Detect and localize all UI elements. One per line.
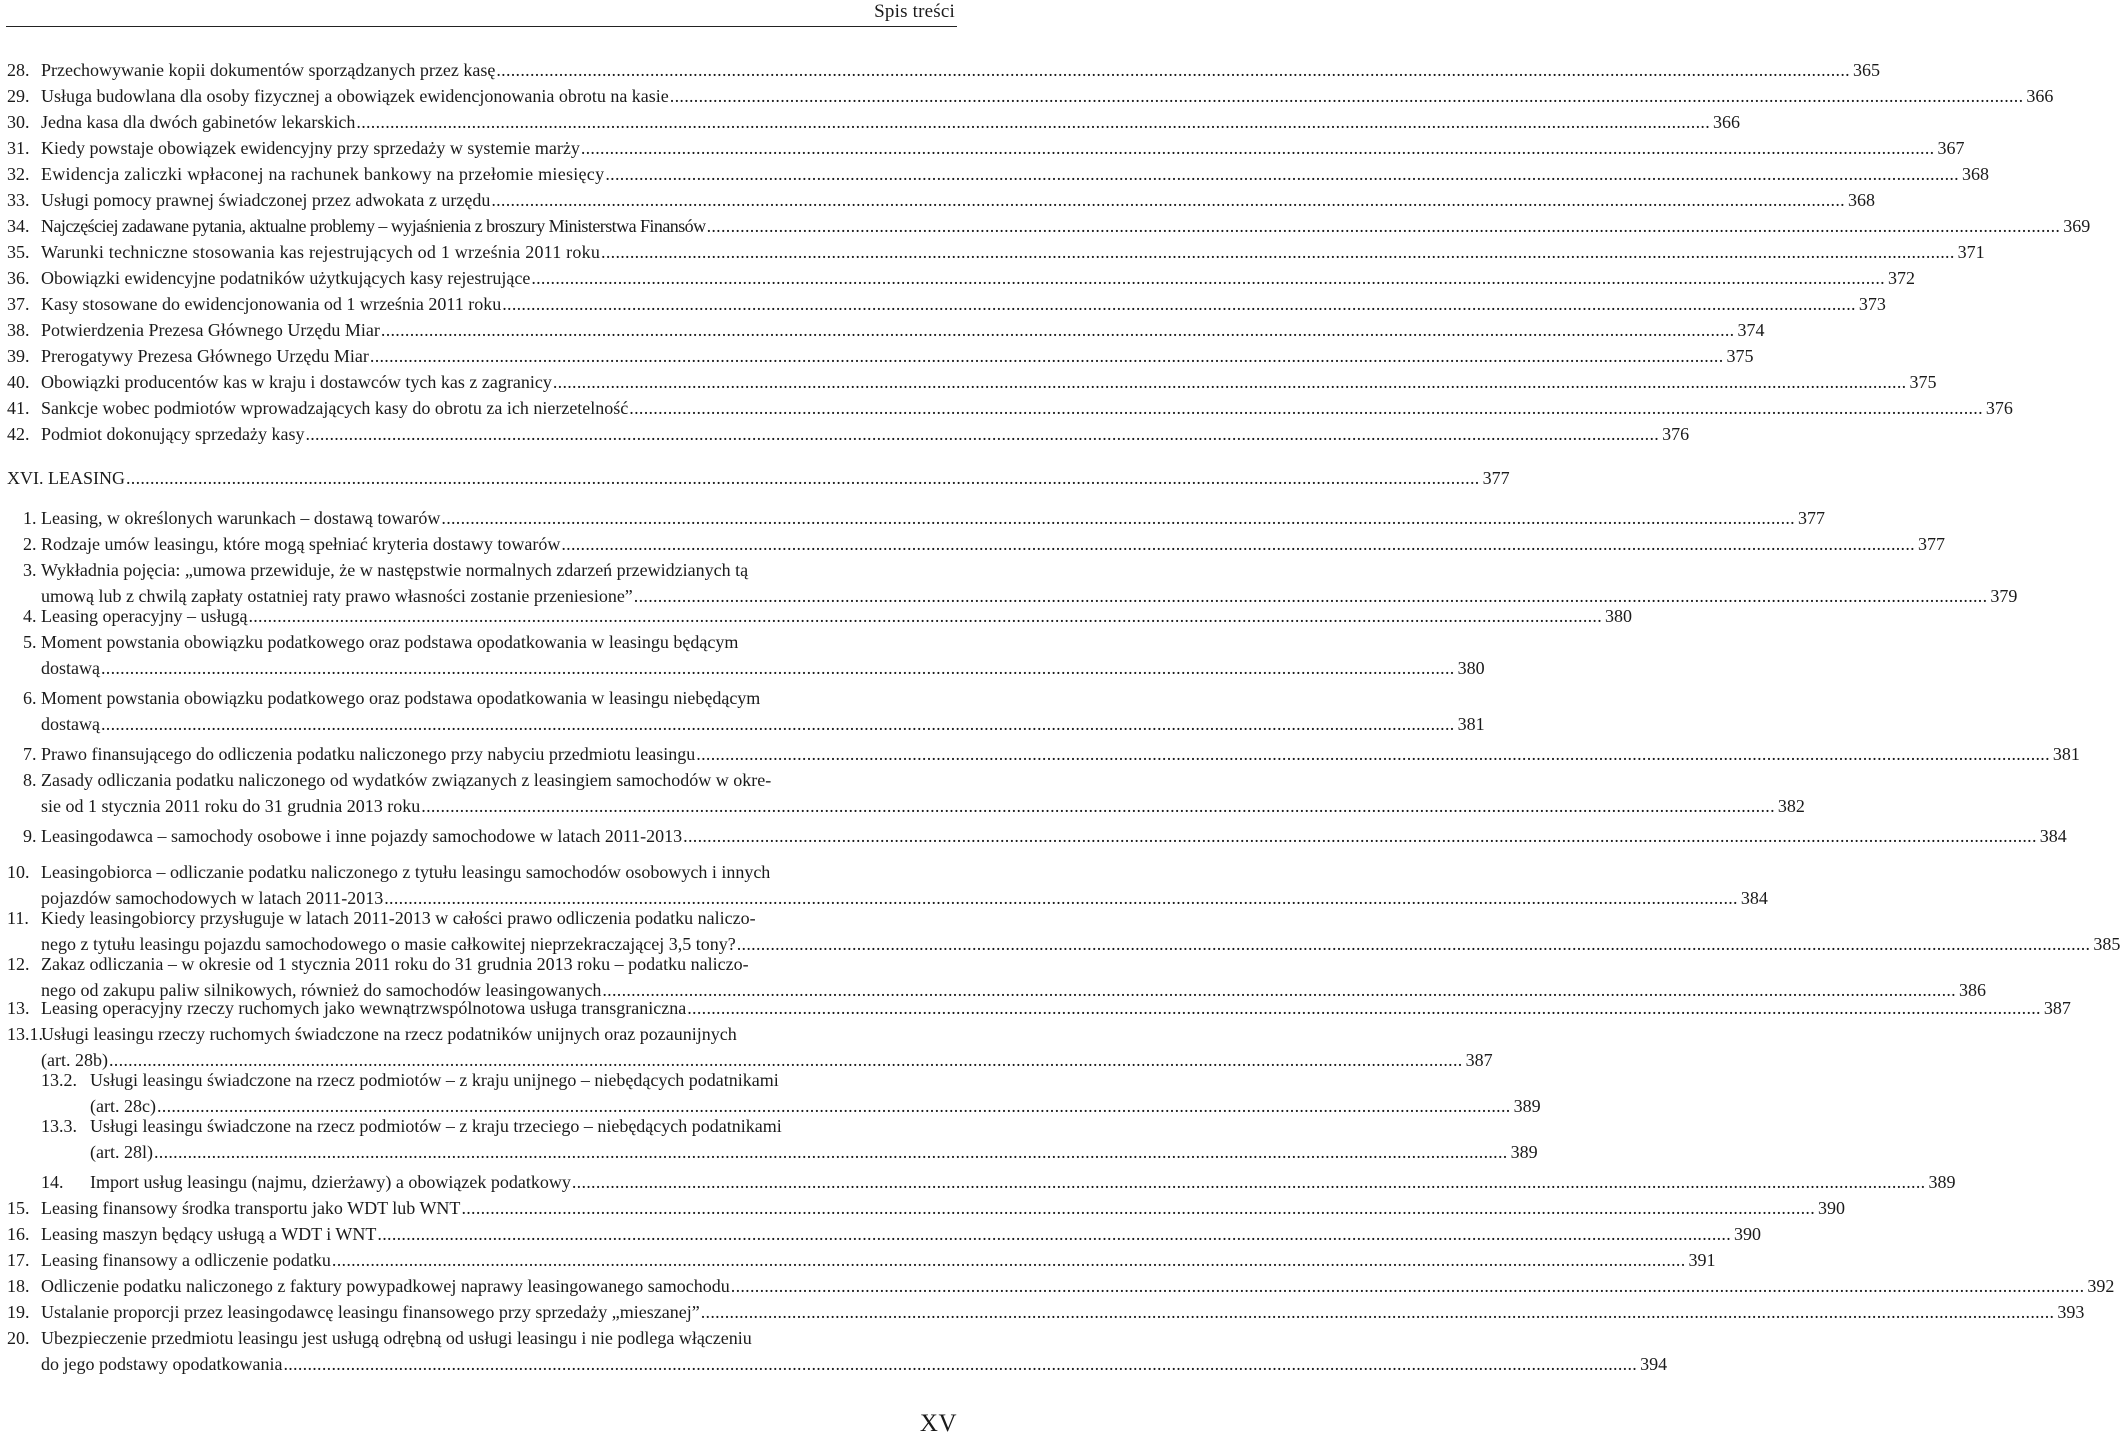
toc-entry[interactable] (0, 422, 1690, 448)
toc-entry-title-first-line: Usługi leasingu świadczone na rzecz podmiotów – z kraju unijnego – niebędących podatnikami (90, 1070, 779, 1090)
dot-leader (581, 136, 1935, 160)
toc-entry-title: Jedna kasa dla dwóch gabinetów lekarskich (41, 112, 356, 132)
toc-entry-title-first-line: Usługi leasingu rzeczy ruchomych świadczone na rzecz podatników unijnych oraz pozaunijnych (41, 1024, 737, 1044)
toc-entry[interactable] (0, 162, 1989, 188)
toc-entry-title-first-line: Kiedy leasingobiorcy przysługuje w latach 2011-2013 w całości prawo odliczenia podatku naliczo- (41, 908, 756, 928)
toc-entry[interactable] (0, 506, 1825, 532)
toc-entry-number: 33. (7, 190, 30, 210)
toc-entry-number: 38. (7, 320, 30, 340)
toc-entry-number: 20. (7, 1328, 30, 1348)
toc-entry-number: 30. (7, 112, 30, 132)
dot-leader (707, 214, 2061, 238)
toc-entry-number: 8. (23, 770, 37, 790)
toc-entry-title: Usługa budowlana dla osoby fizycznej a obowiązek ewidencjonowania obrotu na kasie (41, 86, 669, 106)
dot-leader (491, 188, 1845, 212)
toc-entry-title-last-line: nego z tytułu leasingu pojazdu samochodowego o masie całkowitej nieprzekraczającej 3,5 tony? (41, 934, 736, 954)
toc-entry-page: 368 (1961, 164, 1989, 184)
toc-entry-page: 377 (1482, 468, 1510, 488)
dot-leader (248, 604, 1602, 628)
toc-entry-number: 3. (23, 560, 37, 580)
toc-entry-title: Potwierdzenia Prezesa Głównego Urzędu Miar (41, 320, 380, 340)
toc-entry-title: Przechowywanie kopii dokumentów sporządzanych przez kasę (41, 60, 496, 80)
toc-entry[interactable] (0, 1300, 2085, 1326)
toc-entry-page: 385 (2093, 934, 2120, 954)
dot-leader (154, 1140, 1508, 1164)
toc-entry-number: 5. (23, 632, 37, 652)
dot-leader (687, 996, 2041, 1020)
dot-leader (377, 1222, 1731, 1246)
toc-entry-page: 389 (1510, 1142, 1538, 1162)
toc-entry[interactable] (0, 532, 1945, 558)
dot-leader (502, 292, 1856, 316)
toc-entry-page: 376 (1662, 424, 1690, 444)
toc-entry[interactable] (0, 1326, 1668, 1378)
toc-entry-number: 19. (7, 1302, 30, 1322)
toc-entry-number: 14. (41, 1172, 64, 1192)
toc-entry-title-last-line: nego od zakupu paliw silnikowych, również do samochodów leasingowanych (41, 980, 602, 1000)
toc-entry-title: Obowiązki producentów kas w kraju i dostawców tych kas z zagranicy (41, 372, 552, 392)
toc-entry-page: 376 (1985, 398, 2013, 418)
toc-entry[interactable] (0, 136, 1965, 162)
toc-entry-page: 381 (2052, 744, 2080, 764)
toc-entry-number: 6. (23, 688, 37, 708)
toc-entry-page: 390 (1734, 1224, 1762, 1244)
toc-entry-number: 13.2. (41, 1070, 77, 1090)
toc-entry-title: Ewidencja zaliczki wpłaconej na rachunek bankowy na przełomie miesięcy (41, 164, 605, 184)
toc-entry-number: 1. (23, 508, 37, 528)
toc-entry-number: 18. (7, 1276, 30, 1296)
toc-entry-number: 4. (23, 606, 37, 626)
toc-entry[interactable] (0, 266, 1915, 292)
toc-entry[interactable] (0, 214, 2091, 240)
toc-entry[interactable] (0, 396, 2013, 422)
toc-entry-title: Kiedy powstaje obowiązek ewidencyjny przy sprzedaży w systemie marży (41, 138, 580, 158)
dot-leader (670, 84, 2024, 108)
toc-entry-number: 16. (7, 1224, 30, 1244)
toc-entry-page: 390 (1818, 1198, 1846, 1218)
toc-entry[interactable] (0, 686, 1485, 738)
toc-entry-title-last-line: umową lub z chwilą zapłaty ostatniej raty prawo własności zostanie przeniesione” (41, 586, 633, 606)
toc-entry-title: Import usług leasingu (najmu, dzierżawy) a obowiązek podatkowy (90, 1172, 571, 1192)
toc-entry-title: Podmiot dokonujący sprzedaży kasy (41, 424, 305, 444)
toc-entry-title: Najczęściej zadawane pytania, aktualne problemy – wyjaśnienia z broszury Ministerstwa Finansów (41, 216, 706, 236)
toc-entry[interactable] (0, 318, 1765, 344)
toc-entry-number: 2. (23, 534, 37, 554)
toc-entry-title-last-line: sie od 1 stycznia 2011 roku do 31 grudnia 2013 roku (41, 796, 421, 816)
toc-entry[interactable] (0, 1196, 1846, 1222)
dot-leader (683, 824, 2037, 848)
toc-entry-page: 380 (1605, 606, 1633, 626)
toc-entry-page: 387 (2043, 998, 2071, 1018)
toc-entry-page: 389 (1513, 1096, 1541, 1116)
toc-entry-page: 375 (1909, 372, 1937, 392)
toc-entry-page: 366 (2026, 86, 2054, 106)
dot-leader (305, 422, 1659, 446)
toc-entry-title: Leasing maszyn będący usługą a WDT i WNT (41, 1224, 377, 1244)
toc-entry[interactable] (0, 742, 2080, 768)
toc-entry-number: 35. (7, 242, 30, 262)
dot-leader (696, 742, 2050, 766)
toc-entry[interactable] (0, 1248, 1716, 1274)
toc-entry[interactable] (0, 84, 2054, 110)
toc-entry-page: 384 (1740, 888, 1768, 908)
toc-entry-title-last-line: dostawą (41, 714, 100, 734)
toc-entry-number: 37. (7, 294, 30, 314)
dot-leader (370, 344, 1724, 368)
toc-entry-number: 29. (7, 86, 30, 106)
toc-entry-title-first-line: Leasingobiorca – odliczanie podatku naliczonego z tytułu leasingu samochodów osobowych i innych (41, 862, 771, 882)
toc-entry-page: 382 (1777, 796, 1805, 816)
toc-entry-page: 365 (1852, 60, 1880, 80)
toc-entry[interactable] (0, 1068, 1541, 1120)
toc-entry-title-first-line: Ubezpieczenie przedmiotu leasingu jest usługą odrębną od usługi leasingu i nie podlega włączeniu (41, 1328, 752, 1348)
toc-entry-page: 375 (1726, 346, 1754, 366)
toc-entry[interactable] (0, 906, 2120, 958)
toc-entry-title: Sankcje wobec podmiotów wprowadzających kasy do obrotu za ich nierzetelność (41, 398, 629, 418)
toc-entry-title-first-line: Moment powstania obowiązku podatkowego oraz podstawa opodatkowania w leasingu niebędącym (41, 688, 761, 708)
dot-leader (101, 656, 1455, 680)
dot-leader (441, 506, 1795, 530)
toc-entry-title: XVI. LEASING (7, 468, 125, 488)
toc-entry-page: 389 (1928, 1172, 1956, 1192)
toc-entry-title: Ustalanie proporcji przez leasingodawcę leasingu finansowego przy sprzedaży „mieszanej” (41, 1302, 700, 1322)
toc-entry-page: 377 (1798, 508, 1825, 528)
toc-entry-page: 381 (1457, 714, 1485, 734)
toc-entry-number: 7. (23, 744, 37, 764)
toc-entry-title: Leasing finansowy środka transportu jako WDT lub WNT (41, 1198, 461, 1218)
toc-entry-number: 10. (7, 862, 30, 882)
dot-leader (561, 532, 1915, 556)
toc-entry[interactable] (0, 292, 1886, 318)
toc-entry-title: Obowiązki ewidencyjne podatników użytkujących kasy rejestrujące (41, 268, 531, 288)
toc-entry[interactable] (0, 58, 1880, 84)
dot-leader (496, 58, 1850, 82)
toc-entry-page: 387 (1465, 1050, 1493, 1070)
dot-leader (601, 240, 1955, 264)
toc-entry-number: 9. (23, 826, 37, 846)
toc-entry-page: 371 (1957, 242, 1985, 262)
toc-entry[interactable] (0, 996, 2071, 1022)
dot-leader (553, 370, 1907, 394)
toc-entry-title-first-line: Zakaz odliczania – w okresie od 1 stycznia 2011 roku do 31 grudnia 2013 roku – podatku naliczo- (41, 954, 749, 974)
toc-entry-page: 384 (2039, 826, 2067, 846)
toc-entry[interactable] (0, 768, 1805, 820)
running-head-title: Spis treści (874, 1, 955, 22)
toc-entry-page: 377 (1917, 534, 1945, 554)
toc-entry-page: 367 (1937, 138, 1965, 158)
toc-entry[interactable] (0, 630, 1485, 682)
dot-leader (126, 466, 1480, 490)
page-number: XV (919, 1410, 957, 1437)
toc-entry-number: 39. (7, 346, 30, 366)
dot-leader (461, 1196, 1815, 1220)
toc-entry-title: Kasy stosowane do ewidencjonowania od 1 września 2011 roku (41, 294, 502, 314)
toc-entry-page: 374 (1737, 320, 1765, 340)
toc-entry-page: 391 (1688, 1250, 1716, 1270)
toc-entry[interactable] (0, 188, 1875, 214)
toc-entry[interactable] (0, 344, 1754, 370)
toc-entry-title: Warunki techniczne stosowania kas rejestrujących od 1 września 2011 roku (41, 242, 601, 262)
toc-entry[interactable] (0, 558, 2018, 610)
toc-entry-title: Leasing operacyjny rzeczy ruchomych jako wewnątrzwspólnotowa usługa transgraniczna (41, 998, 687, 1018)
toc-entry[interactable] (0, 1170, 1956, 1196)
toc-entry-page: 369 (2063, 216, 2091, 236)
toc-entry-title-first-line: Wykładnia pojęcia: „umowa przewiduje, że w następstwie normalnych zdarzeń przewidzianych tą (41, 560, 749, 580)
toc-entry-title: Prerogatywy Prezesa Głównego Urzędu Miar (41, 346, 369, 366)
toc-entry-number: 40. (7, 372, 30, 392)
toc-entry[interactable] (0, 466, 1510, 492)
toc-entry-page: 380 (1457, 658, 1485, 678)
toc-entry-title-last-line: dostawą (41, 658, 100, 678)
toc-entry-number: 12. (7, 954, 30, 974)
dot-leader (731, 1274, 2085, 1298)
toc-entry[interactable] (0, 1222, 1762, 1248)
toc-entry-title: Leasing, w określonych warunkach – dostawą towarów (41, 508, 441, 528)
toc-entry[interactable] (0, 1114, 1538, 1166)
toc-entry-number: 13.3. (41, 1116, 77, 1136)
toc-entry-number: 13. (7, 998, 30, 1018)
toc-entry-page: 372 (1887, 268, 1915, 288)
dot-leader (101, 712, 1455, 736)
toc-entry-title: Leasing operacyjny – usługą (41, 606, 248, 626)
dot-leader (421, 794, 1775, 818)
toc-entry-number: 13.1. (7, 1024, 43, 1044)
toc-entry-title-first-line: Moment powstania obowiązku podatkowego oraz podstawa opodatkowania w leasingu będącym (41, 632, 739, 652)
toc-entry-title-last-line: pojazdów samochodowych w latach 2011-2013 (41, 888, 384, 908)
toc-entry-page: 393 (2057, 1302, 2085, 1322)
toc-entry-title: Leasingodawca – samochody osobowe i inne pojazdy samochodowe w latach 2011-2013 (41, 826, 683, 846)
toc-entry-page: 394 (1640, 1354, 1668, 1374)
toc-entry-title-last-line: do jego podstawy opodatkowania (41, 1354, 283, 1374)
toc-entry-number: 17. (7, 1250, 30, 1270)
dot-leader (629, 396, 1983, 420)
toc-entry-title-last-line: (art. 28l) (90, 1142, 153, 1162)
toc-entry-number: 15. (7, 1198, 30, 1218)
toc-entry-number: 28. (7, 60, 30, 80)
dot-leader (381, 318, 1735, 342)
toc-entry-number: 31. (7, 138, 30, 158)
dot-leader (531, 266, 1885, 290)
toc-entry-page: 386 (1958, 980, 1986, 1000)
toc-entry-page: 366 (1713, 112, 1741, 132)
toc-entry[interactable] (0, 1022, 1493, 1074)
dot-leader (701, 1300, 2055, 1324)
dot-leader (605, 162, 1959, 186)
toc-entry-page: 368 (1847, 190, 1875, 210)
toc-entry-number: 36. (7, 268, 30, 288)
dot-leader (356, 110, 1710, 134)
toc-entry[interactable] (0, 824, 2067, 850)
toc-entry-title-first-line: Zasady odliczania podatku naliczonego od wydatków związanych z leasingiem samochodów w okre- (41, 770, 772, 790)
toc-entry-page: 379 (1990, 586, 2018, 606)
toc-entry[interactable] (0, 240, 1985, 266)
toc-entry[interactable] (0, 604, 1633, 630)
toc-entry-number: 42. (7, 424, 30, 444)
toc-entry-title-first-line: Usługi leasingu świadczone na rzecz podmiotów – z kraju trzeciego – niebędących podatnikami (90, 1116, 782, 1136)
toc-entry-number: 34. (7, 216, 30, 236)
toc-entry-page: 373 (1858, 294, 1886, 314)
toc-entry-title: Leasing finansowy a odliczenie podatku (41, 1250, 331, 1270)
toc-entry-number: 41. (7, 398, 30, 418)
dot-leader (572, 1170, 1926, 1194)
toc-entry[interactable] (0, 370, 1937, 396)
toc-entry-title: Prawo finansującego do odliczenia podatku naliczonego przy nabyciu przedmiotu leasingu (41, 744, 696, 764)
toc-entry-page: 392 (2087, 1276, 2115, 1296)
toc-entry-title-last-line: (art. 28b) (41, 1050, 108, 1070)
toc-entry-number: 11. (7, 908, 29, 928)
toc-entry-title: Rodzaje umów leasingu, które mogą spełniać kryteria dostawy towarów (41, 534, 561, 554)
dot-leader (283, 1352, 1637, 1376)
toc-entry[interactable] (0, 1274, 2115, 1300)
toc-entry-title-last-line: (art. 28c) (90, 1096, 156, 1116)
toc-entry-title: Odliczenie podatku naliczonego z faktury powypadkowej naprawy leasingowanego samochodu (41, 1276, 730, 1296)
dot-leader (332, 1248, 1686, 1272)
toc-entry[interactable] (0, 110, 1741, 136)
toc-entry-title: Usługi pomocy prawnej świadczonej przez adwokata z urzędu (41, 190, 491, 210)
toc-entry-number: 32. (7, 164, 30, 184)
toc-entry[interactable] (0, 860, 1768, 912)
